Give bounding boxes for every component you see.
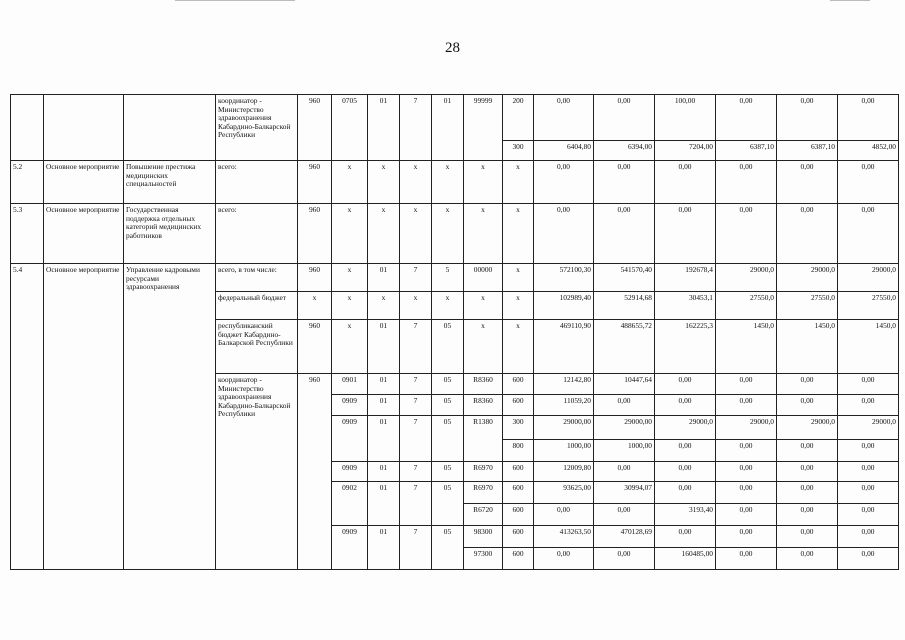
table-cell: 0,00 bbox=[838, 440, 899, 462]
table-cell: R1380 bbox=[464, 416, 503, 462]
table-cell: 01 bbox=[368, 462, 400, 482]
table-cell: x bbox=[332, 264, 368, 292]
table-cell: 05 bbox=[432, 526, 464, 570]
table-cell: 0,00 bbox=[655, 204, 716, 264]
table-cell: 0,00 bbox=[716, 95, 777, 141]
table-cell: 0,00 bbox=[838, 161, 899, 204]
table-cell: 29000,0 bbox=[777, 264, 838, 292]
table-cell: 01 bbox=[368, 482, 400, 526]
table-cell: 0,00 bbox=[777, 462, 838, 482]
table-cell: 1000,00 bbox=[534, 440, 594, 462]
table-cell: R6970 bbox=[464, 462, 503, 482]
scan-artifact-line bbox=[175, 0, 295, 1]
table-cell: 29000,0 bbox=[838, 416, 899, 440]
table-cell: 600 bbox=[503, 395, 534, 416]
table-cell: 93625,00 bbox=[534, 482, 594, 504]
table-cell: 0,00 bbox=[655, 482, 716, 504]
table-cell: 0909 bbox=[332, 416, 368, 462]
table-cell: 0,00 bbox=[838, 482, 899, 504]
table-cell: 0,00 bbox=[716, 440, 777, 462]
scan-artifact-line bbox=[830, 0, 870, 1]
table-cell: x bbox=[298, 292, 332, 320]
table-cell: 05 bbox=[432, 482, 464, 526]
table-cell: 960 bbox=[298, 161, 332, 204]
table-cell: 01 bbox=[368, 95, 400, 161]
table-cell: республиканский бюджет Кабардино-Балкарской Республики bbox=[216, 320, 298, 374]
table-cell: 27550,0 bbox=[716, 292, 777, 320]
table-cell: Государственная поддержка отдельных категорий медицинских работников bbox=[124, 204, 216, 264]
table-row bbox=[11, 264, 899, 292]
table-cell: 200 bbox=[503, 95, 534, 141]
table-cell: 541570,40 bbox=[594, 264, 655, 292]
table-cell: x bbox=[503, 264, 534, 292]
table-cell: 97300 bbox=[464, 548, 503, 570]
table-cell: x bbox=[368, 204, 400, 264]
table-cell: x bbox=[400, 161, 432, 204]
table-cell: 0,00 bbox=[716, 204, 777, 264]
table-cell: 0909 bbox=[332, 526, 368, 570]
table-cell: 0,00 bbox=[594, 204, 655, 264]
table-cell: 960 bbox=[298, 320, 332, 374]
table-cell: 0901 bbox=[332, 374, 368, 395]
table-cell: 0,00 bbox=[838, 95, 899, 141]
table-cell: 0,00 bbox=[838, 462, 899, 482]
table-cell: 7204,00 bbox=[655, 141, 716, 161]
table-cell: 29000,0 bbox=[716, 264, 777, 292]
table-cell: 0,00 bbox=[777, 548, 838, 570]
table-cell: 0,00 bbox=[777, 504, 838, 526]
table-cell: 1450,0 bbox=[777, 320, 838, 374]
table-cell: 01 bbox=[368, 264, 400, 292]
table-cell: всего, в том числе: bbox=[216, 264, 298, 292]
table-cell: 600 bbox=[503, 482, 534, 504]
table-cell: Основное мероприятие bbox=[44, 204, 124, 264]
table-cell: x bbox=[400, 204, 432, 264]
budget-table bbox=[10, 94, 899, 570]
table-cell: 0,00 bbox=[777, 204, 838, 264]
table-cell: 960 bbox=[298, 204, 332, 264]
table-cell: 5.3 bbox=[11, 204, 44, 264]
table-cell: координатор - Министерство здравоохранения Кабардино-Балкарской Республики bbox=[216, 95, 298, 161]
page-number: 28 bbox=[445, 40, 460, 56]
table-cell: 4852,00 bbox=[838, 141, 899, 161]
table-cell: 98300 bbox=[464, 526, 503, 548]
table-cell: 99999 bbox=[464, 95, 503, 161]
table-cell: 0902 bbox=[332, 482, 368, 526]
table-cell: 470128,69 bbox=[594, 526, 655, 548]
table-cell: x bbox=[464, 292, 503, 320]
table-cell: 0,00 bbox=[534, 548, 594, 570]
table-cell: 01 bbox=[368, 526, 400, 570]
table-cell: 0,00 bbox=[838, 395, 899, 416]
table-cell: 01 bbox=[432, 95, 464, 161]
table-cell: 29000,00 bbox=[534, 416, 594, 440]
table-row bbox=[11, 161, 899, 204]
table-cell: 10447,64 bbox=[594, 374, 655, 395]
table-cell: x bbox=[400, 292, 432, 320]
table-cell: 300 bbox=[503, 141, 534, 161]
table-cell: 05 bbox=[432, 395, 464, 416]
table-cell: 1450,0 bbox=[838, 320, 899, 374]
table-cell: 469110,90 bbox=[534, 320, 594, 374]
table-row bbox=[11, 204, 899, 264]
table-cell: 572100,30 bbox=[534, 264, 594, 292]
table-cell: 600 bbox=[503, 374, 534, 395]
table-cell: 29000,0 bbox=[716, 416, 777, 440]
table-cell: 7 bbox=[400, 320, 432, 374]
table-cell: 0,00 bbox=[777, 161, 838, 204]
table-cell: R8360 bbox=[464, 395, 503, 416]
table-cell: 0,00 bbox=[777, 440, 838, 462]
table-cell: 7 bbox=[400, 416, 432, 462]
table-cell: 0,00 bbox=[655, 526, 716, 548]
table-cell: 960 bbox=[298, 374, 332, 570]
table-cell: 0,00 bbox=[716, 526, 777, 548]
table-cell: 0,00 bbox=[594, 504, 655, 526]
table-cell: 3193,40 bbox=[655, 504, 716, 526]
table-cell: 600 bbox=[503, 548, 534, 570]
table-cell: x bbox=[332, 320, 368, 374]
table-cell: 600 bbox=[503, 526, 534, 548]
table-cell: 960 bbox=[298, 264, 332, 292]
table-cell: 05 bbox=[432, 416, 464, 462]
table-cell: 800 bbox=[503, 440, 534, 462]
table-cell: R6970 bbox=[464, 482, 503, 504]
table-cell: 5 bbox=[432, 264, 464, 292]
table-cell: 0,00 bbox=[777, 395, 838, 416]
table-cell: 0,00 bbox=[716, 374, 777, 395]
table-cell: 7 bbox=[400, 482, 432, 526]
table-cell bbox=[44, 95, 124, 161]
table-cell: x bbox=[368, 161, 400, 204]
table-cell: x bbox=[432, 292, 464, 320]
table-cell: 100,00 bbox=[655, 95, 716, 141]
table-cell: 0,00 bbox=[534, 504, 594, 526]
table-cell: 413263,50 bbox=[534, 526, 594, 548]
table-cell: 0,00 bbox=[777, 482, 838, 504]
table-cell: 600 bbox=[503, 462, 534, 482]
table-cell: 00000 bbox=[464, 264, 503, 292]
table-cell: 27550,0 bbox=[838, 292, 899, 320]
table-cell: 0,00 bbox=[594, 548, 655, 570]
table-row bbox=[11, 95, 899, 141]
table-cell: 30994,07 bbox=[594, 482, 655, 504]
table-cell: 0,00 bbox=[716, 395, 777, 416]
table-cell: координатор - Министерство здравоохранения Кабардино-Балкарской Республики bbox=[216, 374, 298, 570]
table-cell: 29000,0 bbox=[777, 416, 838, 440]
table-cell: x bbox=[368, 292, 400, 320]
table-cell: 0,00 bbox=[716, 548, 777, 570]
table-cell: 7 bbox=[400, 526, 432, 570]
table-cell: 300 bbox=[503, 416, 534, 440]
table-cell: 0909 bbox=[332, 462, 368, 482]
table-cell: 7 bbox=[400, 95, 432, 161]
table-cell: 0,00 bbox=[838, 204, 899, 264]
table-cell: x bbox=[464, 320, 503, 374]
table-cell: 0,00 bbox=[534, 95, 594, 141]
table-cell: 12009,80 bbox=[534, 462, 594, 482]
table-cell: x bbox=[464, 204, 503, 264]
table-cell bbox=[11, 95, 44, 161]
table-cell: 7 bbox=[400, 395, 432, 416]
table-cell: 6404,80 bbox=[534, 141, 594, 161]
table-cell: всего: bbox=[216, 204, 298, 264]
table-cell: 600 bbox=[503, 504, 534, 526]
table-cell: R8360 bbox=[464, 374, 503, 395]
table-cell: 7 bbox=[400, 374, 432, 395]
table-cell: 01 bbox=[368, 395, 400, 416]
table-cell: x bbox=[432, 161, 464, 204]
table-cell: 0909 bbox=[332, 395, 368, 416]
table-cell: 0,00 bbox=[777, 374, 838, 395]
table-cell: Повышение престижа медицинских специальностей bbox=[124, 161, 216, 204]
table-cell: x bbox=[464, 161, 503, 204]
table-cell: x bbox=[332, 161, 368, 204]
table-cell: всего: bbox=[216, 161, 298, 204]
table-cell: 0705 bbox=[332, 95, 368, 161]
table-cell: x bbox=[503, 204, 534, 264]
table-cell: 0,00 bbox=[716, 462, 777, 482]
table-cell: 5.4 bbox=[11, 264, 44, 570]
table-cell: 0,00 bbox=[655, 462, 716, 482]
table-cell: x bbox=[432, 204, 464, 264]
table-cell: 0,00 bbox=[716, 161, 777, 204]
table-cell: 0,00 bbox=[838, 504, 899, 526]
table-cell: 102989,40 bbox=[534, 292, 594, 320]
table-cell: x bbox=[503, 292, 534, 320]
table-cell: 0,00 bbox=[534, 161, 594, 204]
table-cell: Управление кадровыми ресурсами здравоохранения bbox=[124, 264, 216, 570]
table-cell: 6387,10 bbox=[716, 141, 777, 161]
table-cell: 162225,3 bbox=[655, 320, 716, 374]
table-cell: 6394,00 bbox=[594, 141, 655, 161]
table-cell: 0,00 bbox=[594, 95, 655, 141]
table-cell: 1450,0 bbox=[716, 320, 777, 374]
table-cell: 01 bbox=[368, 374, 400, 395]
table-cell: 0,00 bbox=[777, 526, 838, 548]
table-cell: Основное мероприятие bbox=[44, 161, 124, 204]
table-cell: 05 bbox=[432, 374, 464, 395]
table-cell: 29000,0 bbox=[838, 264, 899, 292]
table-cell: x bbox=[332, 292, 368, 320]
table-cell: 0,00 bbox=[655, 395, 716, 416]
table-cell bbox=[124, 95, 216, 161]
table-cell: 0,00 bbox=[838, 548, 899, 570]
table-cell: 960 bbox=[298, 95, 332, 161]
table-cell: 0,00 bbox=[655, 374, 716, 395]
table-cell: 0,00 bbox=[655, 161, 716, 204]
table-cell: 488655,72 bbox=[594, 320, 655, 374]
table-cell: 05 bbox=[432, 462, 464, 482]
table-cell: 52914,68 bbox=[594, 292, 655, 320]
table-cell: 29000,00 bbox=[594, 416, 655, 440]
table-cell: R6720 bbox=[464, 504, 503, 526]
table-cell: 7 bbox=[400, 264, 432, 292]
table-cell: 0,00 bbox=[838, 374, 899, 395]
table-cell: 30453,1 bbox=[655, 292, 716, 320]
table-cell: федеральный бюджет bbox=[216, 292, 298, 320]
table-cell: 0,00 bbox=[534, 204, 594, 264]
table-cell: 0,00 bbox=[594, 161, 655, 204]
table-cell: 0,00 bbox=[838, 526, 899, 548]
table-cell: x bbox=[332, 204, 368, 264]
table-cell: 0,00 bbox=[716, 504, 777, 526]
table-cell: Основное мероприятие bbox=[44, 264, 124, 570]
table-cell: 192678,4 bbox=[655, 264, 716, 292]
table-cell: 0,00 bbox=[594, 395, 655, 416]
table-cell: 160485,00 bbox=[655, 548, 716, 570]
table-cell: 11059,20 bbox=[534, 395, 594, 416]
table-cell: 0,00 bbox=[655, 440, 716, 462]
table-cell: 27550,0 bbox=[777, 292, 838, 320]
table-cell: 29000,0 bbox=[655, 416, 716, 440]
table-cell: x bbox=[503, 161, 534, 204]
table-cell: 12142,80 bbox=[534, 374, 594, 395]
table-cell: 7 bbox=[400, 462, 432, 482]
table-cell: 01 bbox=[368, 416, 400, 462]
table-cell: 1000,00 bbox=[594, 440, 655, 462]
table-cell: 0,00 bbox=[716, 482, 777, 504]
table-cell: 01 bbox=[368, 320, 400, 374]
table-cell: x bbox=[503, 320, 534, 374]
table-cell: 0,00 bbox=[777, 95, 838, 141]
budget-table-body bbox=[11, 95, 899, 570]
table-cell: 5.2 bbox=[11, 161, 44, 204]
table-cell: 6387,10 bbox=[777, 141, 838, 161]
table-cell: 0,00 bbox=[594, 462, 655, 482]
table-cell: 05 bbox=[432, 320, 464, 374]
